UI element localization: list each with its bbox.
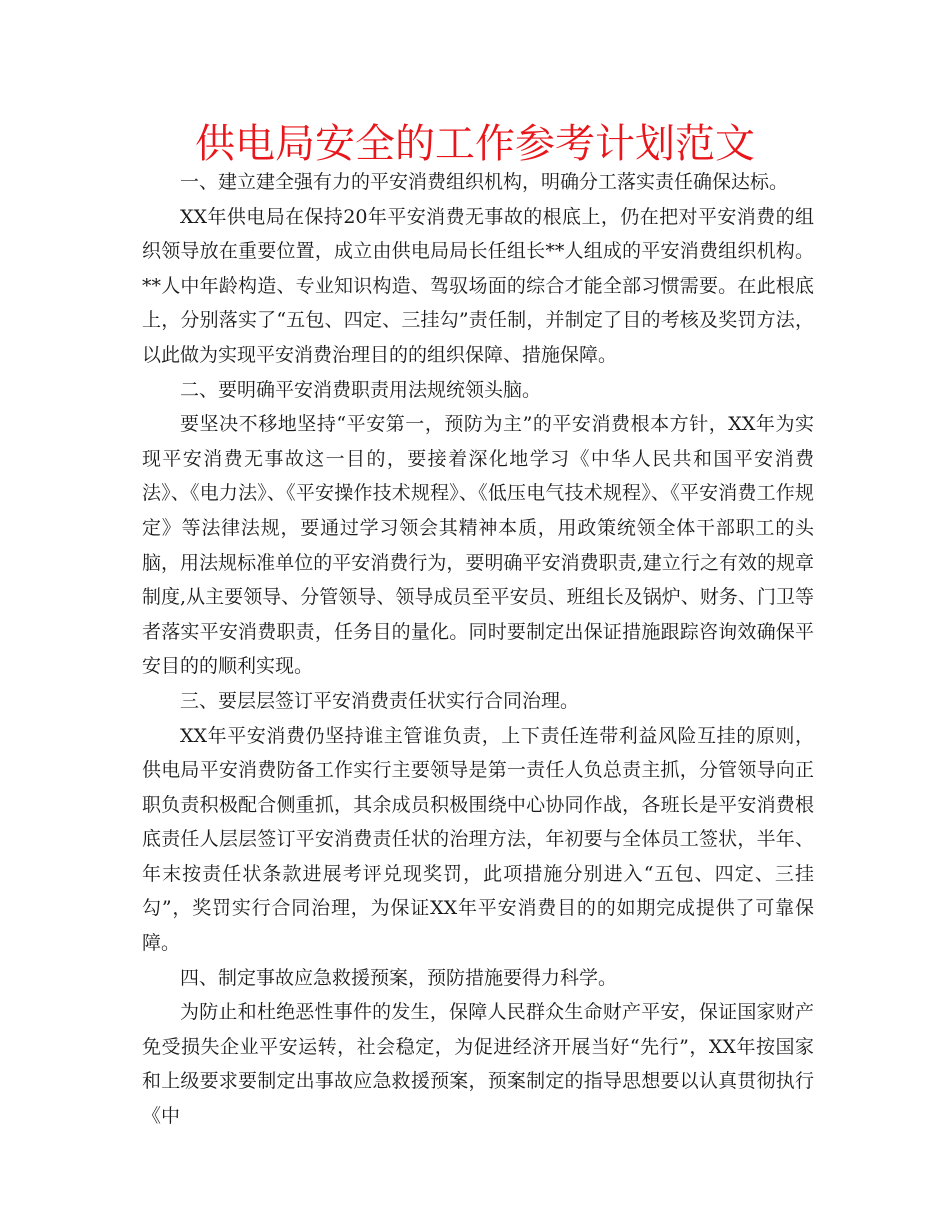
paragraph: 要坚决不移地坚持“平安第一，预防为主”的平安消费根本方针，XX年为实现平安消费无事故这一目的，要接着深化地学习《中华人民共和国平安消费法》、《电力法》、《平安操作技术规程》、《低压电气技术规程》、《平安消费工作规定》等法律法规，要通过学习领会其精神本质，用政策统领全体干部职工的头脑，用法规标准单位的平安消费行为，要明确平安消费职责,建立行之有效的规章制度,从主要领导、分管领导、领导成员至平安员、班组长及锅炉、财务、门卫等者落实平安消费职责，任务目的量化。同时要制定出保证措施跟踪咨询效确保平安目的的顺利实现。: [142, 413, 814, 678]
paragraph: XX年供电局在保持20年平安消费无事故的根底上，仍在把对平安消费的组织领导放在重要位置，成立由供电局局长任组长**人组成的平安消费组织机构。**人中年龄构造、专业知识构造、驾驭场面的综合才能全部习惯需要。在此根底上，分别落实了“五包、四定、三挂勾”责任制，并制定了目的考核及奖罚方法，以此做为实现平安消费治理目的的组织保障、措施保障。: [142, 205, 814, 366]
document-body: [142, 165, 814, 1134]
paragraph-heading-1: 一、建立建全强有力的平安消费组织机构，明确分工落实责任确保达标。: [180, 171, 789, 193]
paragraph: 为防止和杜绝恶性事件的发生，保障人民群众生命财产平安，保证国家财产免受损失企业平安运转，社会稳定，为促进经济开展当好“先行”，XX年按国家和上级要求要制定出事故应急救援预案，预案制定的指导思想要以认真贯彻执行《中: [142, 1001, 814, 1128]
paragraph-heading-3: 三、要层层签订平安消费责任状实行合同治理。: [180, 689, 580, 712]
paragraph-heading-4: 四、制定事故应急救援预案，预防措施要得力科学。: [180, 966, 618, 989]
paragraph-heading-2: 二、要明确平安消费职责用法规统领头脑。: [180, 378, 542, 401]
document-title: 供电局安全的工作参考计划范文: [195, 121, 755, 167]
paragraph: XX年平安消费仍坚持谁主管谁负责，上下责任连带利益风险互挂的原则，供电局平安消费防备工作实行主要领导是第一责任人负总责主抓，分管领导向正职负责积极配合侧重抓，其余成员积极围绕中心协同作战，各班长是平安消费根底责任人层层签订平安消费责任状的治理方法，年初要与全体员工签状，半年、年末按责任状条款进展考评兑现奖罚，此项措施分别进入“五包、四定、三挂勾”，奖罚实行合同治理，为保证XX年平安消费目的的如期完成提供了可靠保障。: [142, 724, 814, 955]
